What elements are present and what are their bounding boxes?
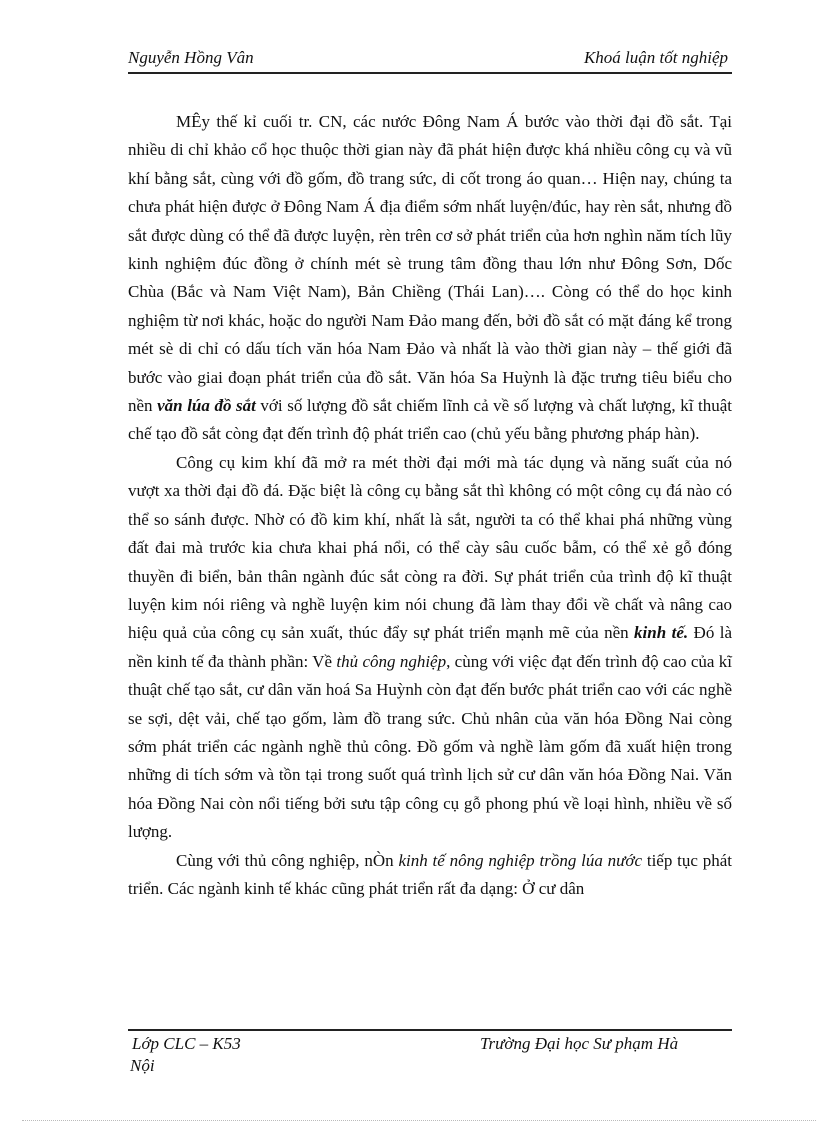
body-text	[128, 108, 732, 903]
header-doc-type: Khoá luận tốt nghiệp	[583, 48, 728, 67]
emphasis-kinh-te-nong-nghiep: kinh tế nông nghiệp trồng lúa nước	[398, 850, 643, 870]
paragraph-2-text-mid: Đó là nền kinh tế đa thành phần: Về	[128, 623, 732, 671]
paragraph-3	[128, 847, 732, 904]
paragraph-2-text: Công cụ kim khí đã mở ra mét thời đại mới mà tác dụng và năng suất của nó vượt xa thời đại đồ đá. Đặc biệt là công cụ bằng sắt thì không có một công cụ đá nào có thể so sánh được. Nhờ có đồ kim khí, nhất là sắt, người ta có thể khai phá những vùng đất đai mà trước kia chưa khai phá nổi, có thể cày sâu cuốc bẫm, có thể xẻ gỗ đóng thuyền đi biển, bản thân ngành đúc sắt còng ra đời. Sự phát triển của trình độ kĩ thuật luyện kim nói riêng và nghề luyện kim nói chung đã làm thay đổi về chất và nâng cao hiệu quả của công cụ sản xuất, thúc đẩy sự phát triển mạnh mẽ của nền	[128, 452, 732, 643]
paragraph-2	[128, 449, 732, 847]
paragraph-2-text-end: , cùng với việc đạt đến trình độ cao của kĩ thuật chế tạo sắt, cư dân văn hoá Sa Huỳnh còn đạt đến bước phát triển cao với các nghề se sợi, dệt vải, chế tạo gốm, làm đồ trang sức. Chủ nhân của văn hóa Đồng Nai còng sớm phát triển các ngành nghề thủ công. Đồ gốm và nghề làm gốm đã xuất hiện trong những di tích sớm và tồn tại trong suốt quá trình lịch sử cư dân văn hóa Đồng Nai. Văn hóa Đồng Nai còn nổi tiếng bởi sưu tập công cụ gỗ phong phú về loại hình, nhiều về số lượng.	[128, 651, 732, 842]
paragraph-1-text-end: với số lượng đồ sắt chiếm lĩnh cả về số lượng và chất lượng, kĩ thuật chế tạo đồ sắt còng đạt đến trình độ phát triển cao (chủ yếu bằng phương pháp hàn).	[128, 396, 732, 444]
footer-class-label: Lớp CLC – K53	[132, 1034, 241, 1053]
footer-school-line-2: Nội	[130, 1056, 155, 1075]
paragraph-3-text: Cùng với thủ công nghiệp, nÒn	[176, 850, 399, 870]
footer-school-line-1: Trường Đại học Sư phạm Hà	[480, 1034, 679, 1053]
emphasis-kinh-te: kinh tế.	[634, 623, 689, 643]
emphasis-van-lua-do-sat: văn lúa đồ sắt	[157, 396, 256, 416]
page-header	[128, 46, 732, 74]
paragraph-1	[128, 108, 732, 449]
paragraph-3-text-end: tiếp tục phát triển. Các ngành kinh tế khác cũng phát triển rất đa dạng: Ở cư dân	[128, 850, 732, 898]
footer-divider	[128, 1029, 732, 1031]
page-edge-dotted-line	[22, 1120, 816, 1121]
paragraph-1-text: MÊy thế kỉ cuối tr. CN, các nước Đông Nam Á bước vào thời đại đồ sắt. Tại nhiều di chỉ khảo cổ học thuộc thời gian này đã phát hiện được khá nhiều công cụ và vũ khí bằng sắt, cùng với đồ gốm, đồ trang sức, di cốt trong áo quan… Hiện nay, chúng ta chưa phát hiện được ở Đông Nam Á địa điểm sớm nhất luyện/đúc, hay rèn sắt, nhưng đồ sắt được dùng có thể đã được luyện, rèn trên cơ sở phát triển của hơn nghìn năm tích lũy kinh nghiệm đúc đồng ở chính mét sè trung tâm đồng thau lớn như Đông Sơn, Dốc Chùa (Bắc và Nam Việt Nam), Bản Chiềng (Thái Lan)…. Còng có thể do học kinh nghiệm từ nơi khác, hoặc do người Nam Đảo mang đến, bởi đồ sắt có mặt đáng kể trong mét sè di chỉ có dấu tích văn hóa Nam Đảo và nhất là vào thời gian này – thế giới đã bước vào giai đoạn phát triển của đồ sắt. Văn hóa Sa Huỳnh là đặc trưng tiêu biểu cho nền	[128, 112, 732, 416]
header-author: Nguyễn Hồng Vân	[128, 48, 254, 67]
emphasis-thu-cong-nghiep: thủ công nghiệp	[336, 651, 447, 671]
